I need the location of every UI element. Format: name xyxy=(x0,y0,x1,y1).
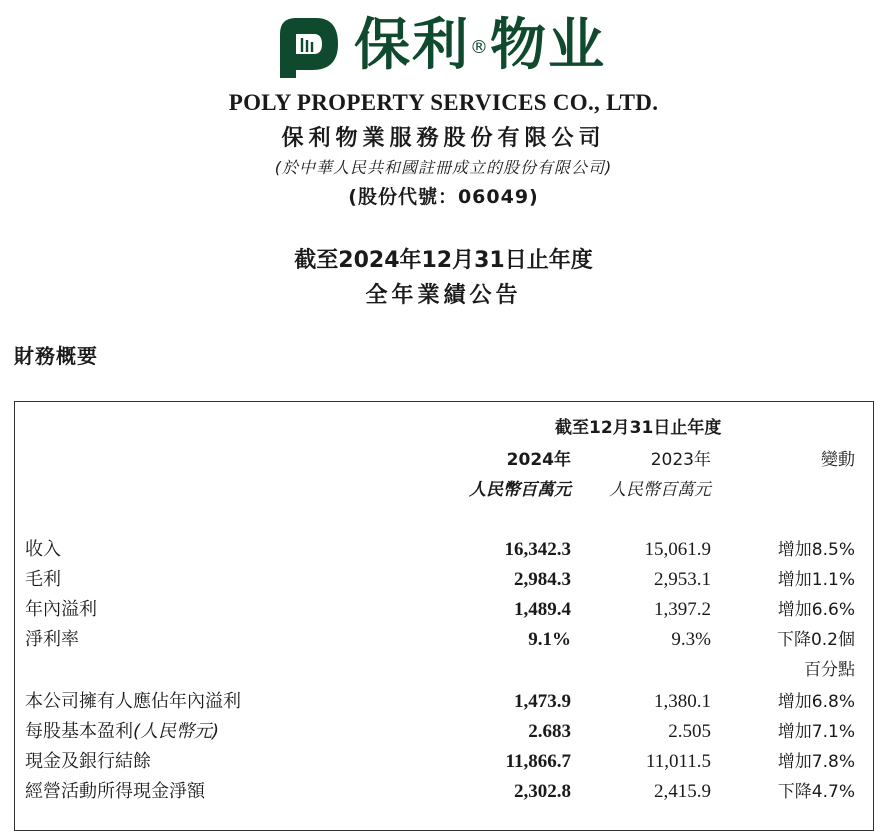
column-header-2024: 2024年 xyxy=(506,450,571,470)
table-cell-2023: 11,011.5 xyxy=(645,751,711,772)
table-cell-2024: 9.1% xyxy=(528,629,571,650)
row-label-text: 收入 xyxy=(25,539,61,560)
table-cell-change-continued: 百分點 xyxy=(804,660,855,680)
unit-label-2024: 人民幣百萬元 xyxy=(469,480,571,500)
table-cell-2024: 2.683 xyxy=(528,721,571,742)
unit-label-2023: 人民幣百萬元 xyxy=(609,480,711,500)
company-name-zh: 保利物業服務股份有限公司 xyxy=(281,126,606,151)
logo-suffix-text: 物业 xyxy=(490,13,606,78)
row-label-text: 毛利 xyxy=(25,569,61,590)
table-cell-change: 增加7.1% xyxy=(777,722,855,742)
table-cell-2024: 1,489.4 xyxy=(514,599,571,620)
table-row-label xyxy=(25,690,241,714)
table-cell-2023: 2,953.1 xyxy=(654,569,711,590)
row-label-text: 每股基本盈利 xyxy=(25,721,133,742)
column-header-change: 變動 xyxy=(821,450,855,470)
row-label-text: 現金及銀行結餘 xyxy=(25,751,151,772)
row-label-text: 淨利率 xyxy=(25,629,79,650)
period-header: 截至12月31日止年度 xyxy=(555,418,722,438)
table-row-label xyxy=(25,750,151,774)
table-cell-change: 下降0.2個 xyxy=(776,630,855,650)
table-cell-2024: 16,342.3 xyxy=(504,539,571,560)
section-heading: 財務概要 xyxy=(14,344,98,368)
financial-summary-table xyxy=(14,401,874,831)
table-row-label xyxy=(25,780,205,804)
table-cell-2024: 11,866.7 xyxy=(505,751,571,772)
row-label-text: 經營活動所得現金淨額 xyxy=(25,781,205,802)
table-cell-change: 增加7.8% xyxy=(777,752,855,772)
table-cell-change: 增加6.8% xyxy=(777,692,855,712)
table-cell-2024: 2,984.3 xyxy=(514,569,571,590)
registered-mark: ® xyxy=(470,37,490,58)
table-cell-2023: 15,061.9 xyxy=(644,539,711,560)
table-cell-2023: 2,415.9 xyxy=(654,781,711,802)
table-row-label xyxy=(25,538,61,562)
stock-code: (股份代號：06049) xyxy=(348,186,539,208)
table-cell-change: 增加6.6% xyxy=(777,600,855,620)
logo-brand-text: 保利 xyxy=(354,13,470,78)
table-cell-change: 下降4.7% xyxy=(777,782,855,802)
announcement-title: 全年業績公告 xyxy=(365,283,522,308)
table-row-label xyxy=(25,628,79,652)
announcement-title-period: 截至2024年12月31日止年度 xyxy=(294,248,593,273)
table-cell-2023: 9.3% xyxy=(671,629,711,650)
table-row-label xyxy=(25,598,97,622)
table-row-label xyxy=(25,720,219,744)
table-row-label xyxy=(25,568,61,592)
incorporation-note: (於中華人民共和國註冊成立的股份有限公司) xyxy=(274,158,613,177)
table-cell-change: 增加1.1% xyxy=(777,570,855,590)
table-cell-2023: 1,380.1 xyxy=(654,691,711,712)
row-label-text: 年內溢利 xyxy=(25,599,97,620)
row-label-unit: (人民幣元) xyxy=(133,721,220,742)
table-cell-2024: 2,302.8 xyxy=(514,781,571,802)
table-cell-2023: 1,397.2 xyxy=(654,599,711,620)
row-label-text: 本公司擁有人應佔年內溢利 xyxy=(25,691,241,712)
company-name-en: POLY PROPERTY SERVICES CO., LTD. xyxy=(228,90,659,115)
table-cell-change: 增加8.5% xyxy=(777,540,855,560)
logo-header xyxy=(0,8,887,88)
logo-wordmark xyxy=(354,10,606,82)
poly-logo-mark-icon xyxy=(274,14,342,82)
column-header-2023: 2023年 xyxy=(650,450,711,470)
table-cell-2023: 2.505 xyxy=(668,721,711,742)
table-cell-2024: 1,473.9 xyxy=(514,691,571,712)
